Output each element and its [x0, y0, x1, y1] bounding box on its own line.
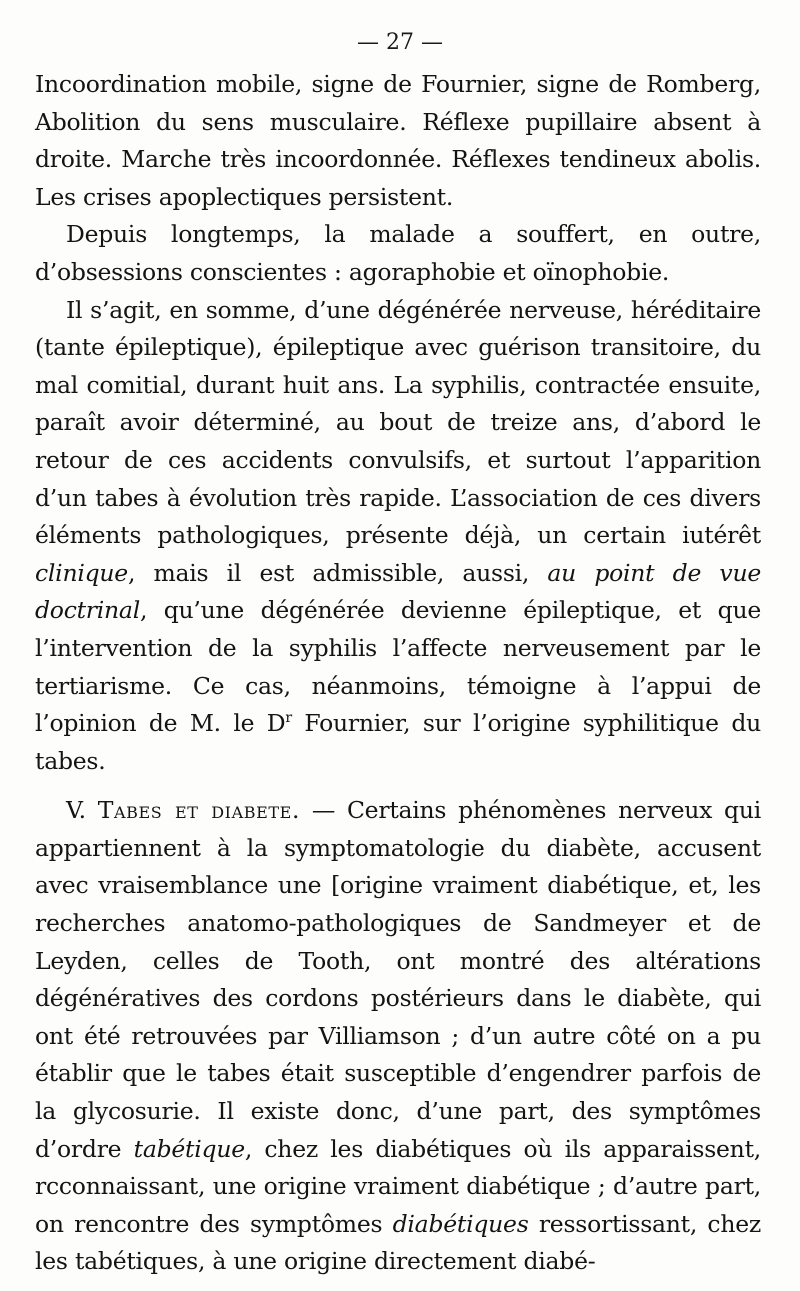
section-tabes-et-diabete [35, 792, 761, 1281]
text-run: , chez les diabétiques où ils apparaissent, rcconnaissant, une origine vraiment diabétique ; d’autre part, on rencontre des symptômes [35, 1134, 761, 1238]
page-number: — 27 — [357, 30, 443, 55]
paragraph-summary [35, 292, 761, 781]
paragraph-text: Depuis longtemps, la malade a souffert, en outre, d’obsessions conscientes : agoraphobie et oïnophobie. [35, 220, 761, 286]
section-numeral: V. [66, 796, 86, 825]
italic-term-doctrinal: au point de vue doctrinal [35, 558, 761, 625]
text-run: , mais il est admissible, aussi, [127, 558, 548, 587]
superscript-r: r [285, 710, 292, 727]
text-run: — Certains phénomènes nerveux qui appartiennent à la symptomatologie du diabète, accusent avec vraisemblance une [origine vraiment diabétique, et, les recherches anatomo-pathologiques de Sandmeyer et de Leyden, celles de Tooth, ont montré des altérations dégénératives des cordons postérieurs dans le diabète, qui ont été retrouvées par Villiamson ; d’un autre côté on a pu établir que le tabes était susceptible d’engendrer parfois de la glycosurie. Il existe donc, d’une part, des symptômes d’ordre [35, 796, 761, 1163]
section-heading: Tabes et diabete. [97, 796, 301, 825]
body-text [35, 66, 761, 1281]
italic-term-diabetiques: diabétiques [392, 1209, 529, 1238]
text-run: ressortissant, chez les tabétiques, à une origine directement diabé- [35, 1209, 761, 1276]
paragraph-clinical-findings [35, 66, 761, 216]
italic-term-tabetique: tabétique [133, 1134, 245, 1163]
paragraph-obsessions [35, 216, 761, 291]
paragraph-text: Incoordination mobile, signe de Fournier, signe de Romberg, Abolition du sens musculaire. Réflexe pupillaire absent à droite. Marche très incoordonnée. Réflexes tendineux abolis. Les crises apoplectiques persistent. [35, 70, 761, 211]
text-run: , qu’une dégénérée devienne épileptique, et que l’intervention de la syphilis l’affecte nerveusement par le tertiarisme. Ce cas, néanmoins, témoigne à l’appui de l’opinion de M. le D [35, 596, 761, 738]
text-run: Il s’agit, en somme, d’une dégénérée nerveuse, héréditaire (tante épileptique), épileptique avec guérison transitoire, du mal comitial, durant huit ans. La syphilis, contractée ensuite, paraît avoir déterminé, au bout de treize ans, d’abord le retour de ces accidents convulsifs, et surtout l’apparition d’un tabes à évolution très rapide. L’association de ces divers éléments pathologiques, présente déjà, un certain iutérêt [35, 295, 761, 550]
text-run: Fournier, sur l’origine syphilitique du tabes. [35, 709, 761, 775]
italic-term-clinique: clinique [35, 558, 128, 587]
